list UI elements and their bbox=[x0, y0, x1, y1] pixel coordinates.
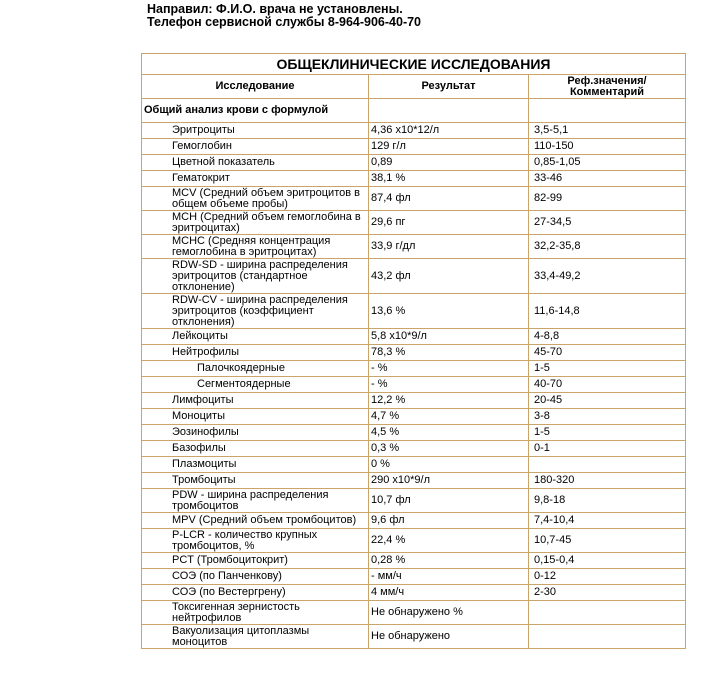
reference-cell bbox=[529, 457, 686, 473]
result-cell: 4,7 % bbox=[369, 409, 529, 425]
table-row bbox=[142, 361, 686, 377]
test-name-cell: P-LCR - количество крупных тромбоцитов, % bbox=[142, 529, 369, 553]
result-cell: Не обнаружено bbox=[369, 625, 529, 649]
test-name-cell: PDW - ширина распределения тромбоцитов bbox=[142, 489, 369, 513]
result-cell: 0 % bbox=[369, 457, 529, 473]
reference-cell: 82-99 bbox=[529, 187, 686, 211]
test-name-cell: СОЭ (по Панченкову) bbox=[142, 569, 369, 585]
result-cell: 9,6 фл bbox=[369, 513, 529, 529]
test-name-cell: Эритроциты bbox=[142, 123, 369, 139]
reference-cell: 110-150 bbox=[529, 139, 686, 155]
result-cell: 4 мм/ч bbox=[369, 585, 529, 601]
table-row bbox=[142, 553, 686, 569]
result-cell: Не обнаружено % bbox=[369, 601, 529, 625]
result-cell: 29,6 пг bbox=[369, 211, 529, 235]
test-name-cell: Базофилы bbox=[142, 441, 369, 457]
result-cell: 78,3 % bbox=[369, 345, 529, 361]
table-row bbox=[142, 441, 686, 457]
reference-cell bbox=[529, 601, 686, 625]
test-name-cell: СОЭ (по Вестергрену) bbox=[142, 585, 369, 601]
reference-cell: 0-12 bbox=[529, 569, 686, 585]
table-row bbox=[142, 187, 686, 211]
test-name-cell: PCT (Тромбоцитокрит) bbox=[142, 553, 369, 569]
test-name-cell: Палочкоядерные bbox=[142, 361, 369, 377]
table-row bbox=[142, 457, 686, 473]
table-row bbox=[142, 171, 686, 187]
reference-cell: 4-8,8 bbox=[529, 329, 686, 345]
result-cell: 0,3 % bbox=[369, 441, 529, 457]
result-cell: 12,2 % bbox=[369, 393, 529, 409]
result-cell: 0,89 bbox=[369, 155, 529, 171]
reference-cell: 3,5-5,1 bbox=[529, 123, 686, 139]
reference-cell: 3-8 bbox=[529, 409, 686, 425]
reference-cell: 11,6-14,8 bbox=[529, 294, 686, 329]
test-name-cell: Гематокрит bbox=[142, 171, 369, 187]
test-name-cell: Гемоглобин bbox=[142, 139, 369, 155]
reference-cell: 33-46 bbox=[529, 171, 686, 187]
column-header-test: Исследование bbox=[142, 75, 369, 99]
result-cell: 4,5 % bbox=[369, 425, 529, 441]
result-cell: 5,8 x10*9/л bbox=[369, 329, 529, 345]
result-cell: - % bbox=[369, 377, 529, 393]
test-name-cell: Сегментоядерные bbox=[142, 377, 369, 393]
table-row bbox=[142, 235, 686, 259]
reference-cell bbox=[529, 625, 686, 649]
result-cell: 38,1 % bbox=[369, 171, 529, 187]
reference-cell: 0-1 bbox=[529, 441, 686, 457]
section-empty-cell bbox=[369, 99, 529, 123]
section-title: Общий анализ крови с формулой bbox=[142, 99, 369, 123]
table-row bbox=[142, 393, 686, 409]
reference-cell: 32,2-35,8 bbox=[529, 235, 686, 259]
test-name-cell: Нейтрофилы bbox=[142, 345, 369, 361]
table-row bbox=[142, 513, 686, 529]
reference-cell: 1-5 bbox=[529, 361, 686, 377]
reference-cell: 2-30 bbox=[529, 585, 686, 601]
table-row bbox=[142, 529, 686, 553]
test-name-cell: Вакуолизация цитоплазмы моноцитов bbox=[142, 625, 369, 649]
test-name-cell: MCV (Средний объем эритроцитов в общем объеме пробы) bbox=[142, 187, 369, 211]
reference-cell: 40-70 bbox=[529, 377, 686, 393]
table-row bbox=[142, 601, 686, 625]
table-row bbox=[142, 345, 686, 361]
test-name-cell: Тромбоциты bbox=[142, 473, 369, 489]
test-name-cell: MCHC (Средняя концентрация гемоглобина в эритроцитах) bbox=[142, 235, 369, 259]
reference-cell: 1-5 bbox=[529, 425, 686, 441]
result-cell: 10,7 фл bbox=[369, 489, 529, 513]
test-name-cell: Токсигенная зернистость нейтрофилов bbox=[142, 601, 369, 625]
result-cell: 0,28 % bbox=[369, 553, 529, 569]
column-header-reference: Реф.значения/ Комментарий bbox=[529, 75, 686, 99]
reference-cell: 33,4-49,2 bbox=[529, 259, 686, 294]
table-row bbox=[142, 409, 686, 425]
test-name-cell: Лимфоциты bbox=[142, 393, 369, 409]
result-cell: 290 x10*9/л bbox=[369, 473, 529, 489]
service-phone-line: Телефон сервисной службы 8-964-906-40-70 bbox=[147, 15, 422, 29]
test-name-cell: MPV (Средний объем тромбоцитов) bbox=[142, 513, 369, 529]
table-row bbox=[142, 569, 686, 585]
table-row bbox=[142, 259, 686, 294]
table-row bbox=[142, 123, 686, 139]
results-table bbox=[141, 53, 686, 649]
column-header-result: Результат bbox=[369, 75, 529, 99]
table-row bbox=[142, 377, 686, 393]
reference-cell: 7,4-10,4 bbox=[529, 513, 686, 529]
reference-cell: 45-70 bbox=[529, 345, 686, 361]
table-row bbox=[142, 155, 686, 171]
reference-cell: 10,7-45 bbox=[529, 529, 686, 553]
table-row bbox=[142, 211, 686, 235]
table-row bbox=[142, 294, 686, 329]
table-row bbox=[142, 489, 686, 513]
test-name-cell: Лейкоциты bbox=[142, 329, 369, 345]
result-cell: 4,36 x10*12/л bbox=[369, 123, 529, 139]
table-title: ОБЩЕКЛИНИЧЕСКИЕ ИССЛЕДОВАНИЯ bbox=[142, 54, 686, 75]
result-cell: 87,4 фл bbox=[369, 187, 529, 211]
table-row bbox=[142, 139, 686, 155]
table-row bbox=[142, 473, 686, 489]
table-row bbox=[142, 625, 686, 649]
result-cell: 13,6 % bbox=[369, 294, 529, 329]
result-cell: 129 г/л bbox=[369, 139, 529, 155]
test-name-cell: Эозинофилы bbox=[142, 425, 369, 441]
result-cell: 33,9 г/дл bbox=[369, 235, 529, 259]
test-name-cell: RDW-SD - ширина распределения эритроцитов (стандартное отклонение) bbox=[142, 259, 369, 294]
table-row bbox=[142, 425, 686, 441]
reference-cell: 20-45 bbox=[529, 393, 686, 409]
reference-cell: 9,8-18 bbox=[529, 489, 686, 513]
result-cell: - % bbox=[369, 361, 529, 377]
result-cell: 43,2 фл bbox=[369, 259, 529, 294]
reference-cell: 27-34,5 bbox=[529, 211, 686, 235]
table-row bbox=[142, 329, 686, 345]
referring-doctor-line: Направил: Ф.И.О. врача не установлены. bbox=[147, 2, 403, 16]
test-name-cell: MCH (Средний объем гемоглобина в эритроцитах) bbox=[142, 211, 369, 235]
test-name-cell: Плазмоциты bbox=[142, 457, 369, 473]
result-cell: - мм/ч bbox=[369, 569, 529, 585]
section-empty-cell bbox=[529, 99, 686, 123]
table-row bbox=[142, 585, 686, 601]
reference-cell: 180-320 bbox=[529, 473, 686, 489]
test-name-cell: Цветной показатель bbox=[142, 155, 369, 171]
test-name-cell: Моноциты bbox=[142, 409, 369, 425]
reference-cell: 0,15-0,4 bbox=[529, 553, 686, 569]
result-cell: 22,4 % bbox=[369, 529, 529, 553]
test-name-cell: RDW-CV - ширина распределения эритроцитов (коэффициент отклонения) bbox=[142, 294, 369, 329]
reference-cell: 0,85-1,05 bbox=[529, 155, 686, 171]
